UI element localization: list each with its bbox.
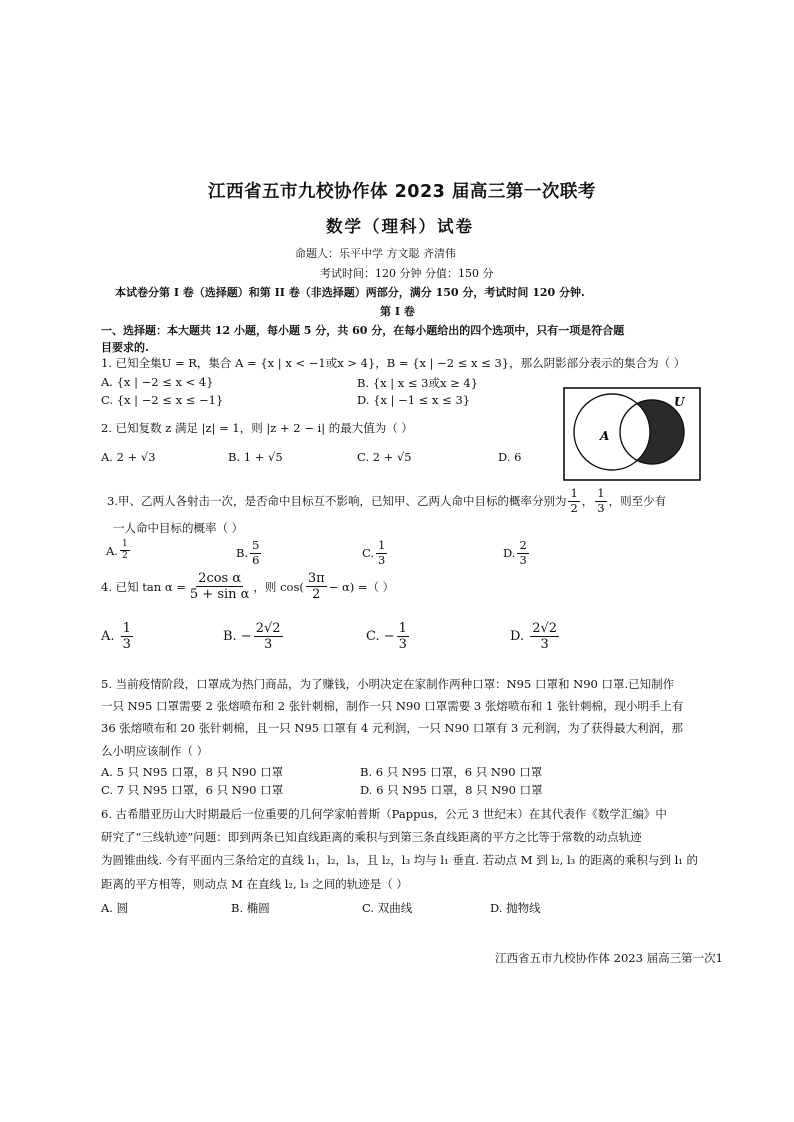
q5-line2: 一只 N95 口罩需要 2 张熔喷布和 2 张针刺棉，制作一只 N90 口罩需要 3 张熔喷布和 1 张针刺棉，现小明手上有	[101, 699, 684, 713]
q1-option-d: D. {x | −1 ≤ x ≤ 3}	[357, 393, 471, 407]
page-footer: 江西省五市九校协作体 2023 届高三第一次1	[495, 951, 723, 965]
exam-title: 江西省五市九校协作体 2023 届高三第一次联考	[208, 182, 596, 202]
q1-option-c: C. {x | −2 ≤ x ≤ −1}	[101, 393, 224, 407]
q2-option-a: A. 2 + √3	[101, 450, 156, 464]
q1-option-b: B. {x | x ≤ 3或x ≥ 4}	[357, 376, 479, 390]
q5-option-c: C. 7 只 N95 口罩，6 只 N90 口罩	[101, 783, 284, 797]
q3-option-d: D. $\frac{2}{3}$	[503, 538, 527, 567]
exam-subtitle: 数学（理科）试卷	[326, 217, 474, 236]
q3-stem-post: ，则至少有	[608, 494, 667, 508]
q5-option-d: D. 6 只 N95 口罩，8 只 N90 口罩	[360, 783, 543, 797]
q3-option-b: B. $\frac{5}{6}$	[236, 538, 260, 567]
q4-angle-fraction: $\frac{3\pi}{2}$	[307, 571, 325, 602]
q6-option-b: B. 椭圆	[231, 901, 270, 915]
exam-time-score: 考试时间：120 分钟 分值：150 分	[320, 267, 494, 280]
q6-line4: 距离的平方相等，则动点 M 在直线 l₂, l₃ 之间的轨迹是（ ）	[101, 877, 408, 891]
q4-option-b: B. − $\frac{2√2}{3}$	[223, 621, 281, 652]
q3-option-a: A. $\frac{1}{2}$	[106, 539, 128, 561]
q4-option-a: A. $\frac{1}{3}$	[101, 621, 131, 652]
q6-line2: 研究了“三线轨迹”问题：即到两条已知直线距离的乘积与到第三条直线距离的平方之比等于常数的动点轨迹	[101, 830, 642, 844]
q6-option-a: A. 圆	[101, 901, 129, 915]
venn-u-label: U	[674, 395, 685, 409]
q1-stem: 1. 已知全集U = R，集合 A = {x | x < −1或x > 4}，B = {x | −2 ≤ x ≤ 3}，那么阴影部分表示的集合为（ ）	[101, 356, 686, 370]
q2-stem: 2. 已知复数 z 满足 |z| = 1，则 |z + 2 − i| 的最大值为（ ）	[101, 421, 413, 435]
q4-stem: 4. 已知 tan α = $\frac{\text{2cos α}}{\text{5 + sin α}}$ ，则 cos( $\frac{3\pi}{2}$ − α) =（ ）	[101, 571, 395, 602]
q6-line1: 6. 古希腊亚历山大时期最后一位重要的几何学家帕普斯（Pappus，公元 3 世纪末）在其代表作《数学汇编》中	[101, 807, 667, 821]
part-label: 第 I 卷	[380, 305, 415, 318]
exam-authors: 命题人：乐平中学 方文聪 齐清伟	[295, 247, 456, 260]
venn-a-label: A	[600, 429, 610, 443]
section-intro-line2: 目要求的.	[101, 341, 149, 354]
q2-option-c: C. 2 + √5	[357, 450, 412, 464]
q5-option-b: B. 6 只 N95 口罩，6 只 N90 口罩	[360, 765, 543, 779]
q6-option-d: D. 抛物线	[490, 901, 541, 915]
venn-diagram	[562, 386, 702, 482]
q3-stem-line2: 一人命中目标的概率（ ）	[113, 521, 244, 535]
q2-option-d: D. 6	[498, 450, 522, 464]
q4-option-c: C. − $\frac{1}{3}$	[366, 621, 407, 652]
q5-line3: 36 张熔喷布和 20 张针刺棉，且一只 N95 口罩有 4 元利润，一只 N90 口罩有 3 元利润，为了获得最大利润，那	[101, 721, 683, 735]
q4-tan-fraction: $\frac{\text{2cos α}}{\text{5 + sin α}}$	[189, 571, 250, 602]
q6-option-c: C. 双曲线	[362, 901, 413, 915]
section-intro-line1: 一、选择题：本大题共 12 小题，每小题 5 分，共 60 分，在每小题给出的四个选项中，只有一项是符合题	[101, 324, 625, 337]
q5-line4: 么小明应该制作（ ）	[101, 744, 209, 758]
q5-option-a: A. 5 只 N95 口罩，8 只 N90 口罩	[101, 765, 284, 779]
exam-instructions: 本试卷分第 I 卷（选择题）和第 II 卷（非选择题）两部分，满分 150 分，考试时间 120 分钟.	[115, 286, 585, 299]
q6-line3: 为圆锥曲线. 今有平面内三条给定的直线 l₁，l₂，l₃，且 l₂，l₃ 均与 l₁ 垂直. 若动点 M 到 l₂, l₃ 的距离的乘积与到 l₁ 的	[101, 853, 699, 867]
q4-option-d: D. $\frac{2√2}{3}$	[510, 621, 558, 652]
q2-option-b: B. 1 + √5	[228, 450, 283, 464]
q3-stem-pre: 3.甲、乙两人各射击一次，是否命中目标互不影响，已知甲、乙两人命中目标的概率分别为	[107, 494, 567, 508]
q3-prob-jia: $\frac{1}{2}$	[570, 486, 578, 515]
q3-prob-yi: $\frac{1}{3}$	[597, 486, 605, 515]
q3-stem: 3.甲、乙两人各射击一次，是否命中目标互不影响，已知甲、乙两人命中目标的概率分别为 $\frac{1}{2}$ ， $\frac{1}{3}$ ，则至少有	[107, 486, 667, 515]
q5-line1: 5. 当前疫情阶段，口罩成为热门商品，为了赚钱，小明决定在家制作两种口罩：N95 口罩和 N90 口罩.已知制作	[101, 677, 675, 691]
q3-option-c: C. $\frac{1}{3}$	[362, 538, 386, 567]
q1-option-a: A. {x | −2 ≤ x < 4}	[101, 375, 214, 389]
